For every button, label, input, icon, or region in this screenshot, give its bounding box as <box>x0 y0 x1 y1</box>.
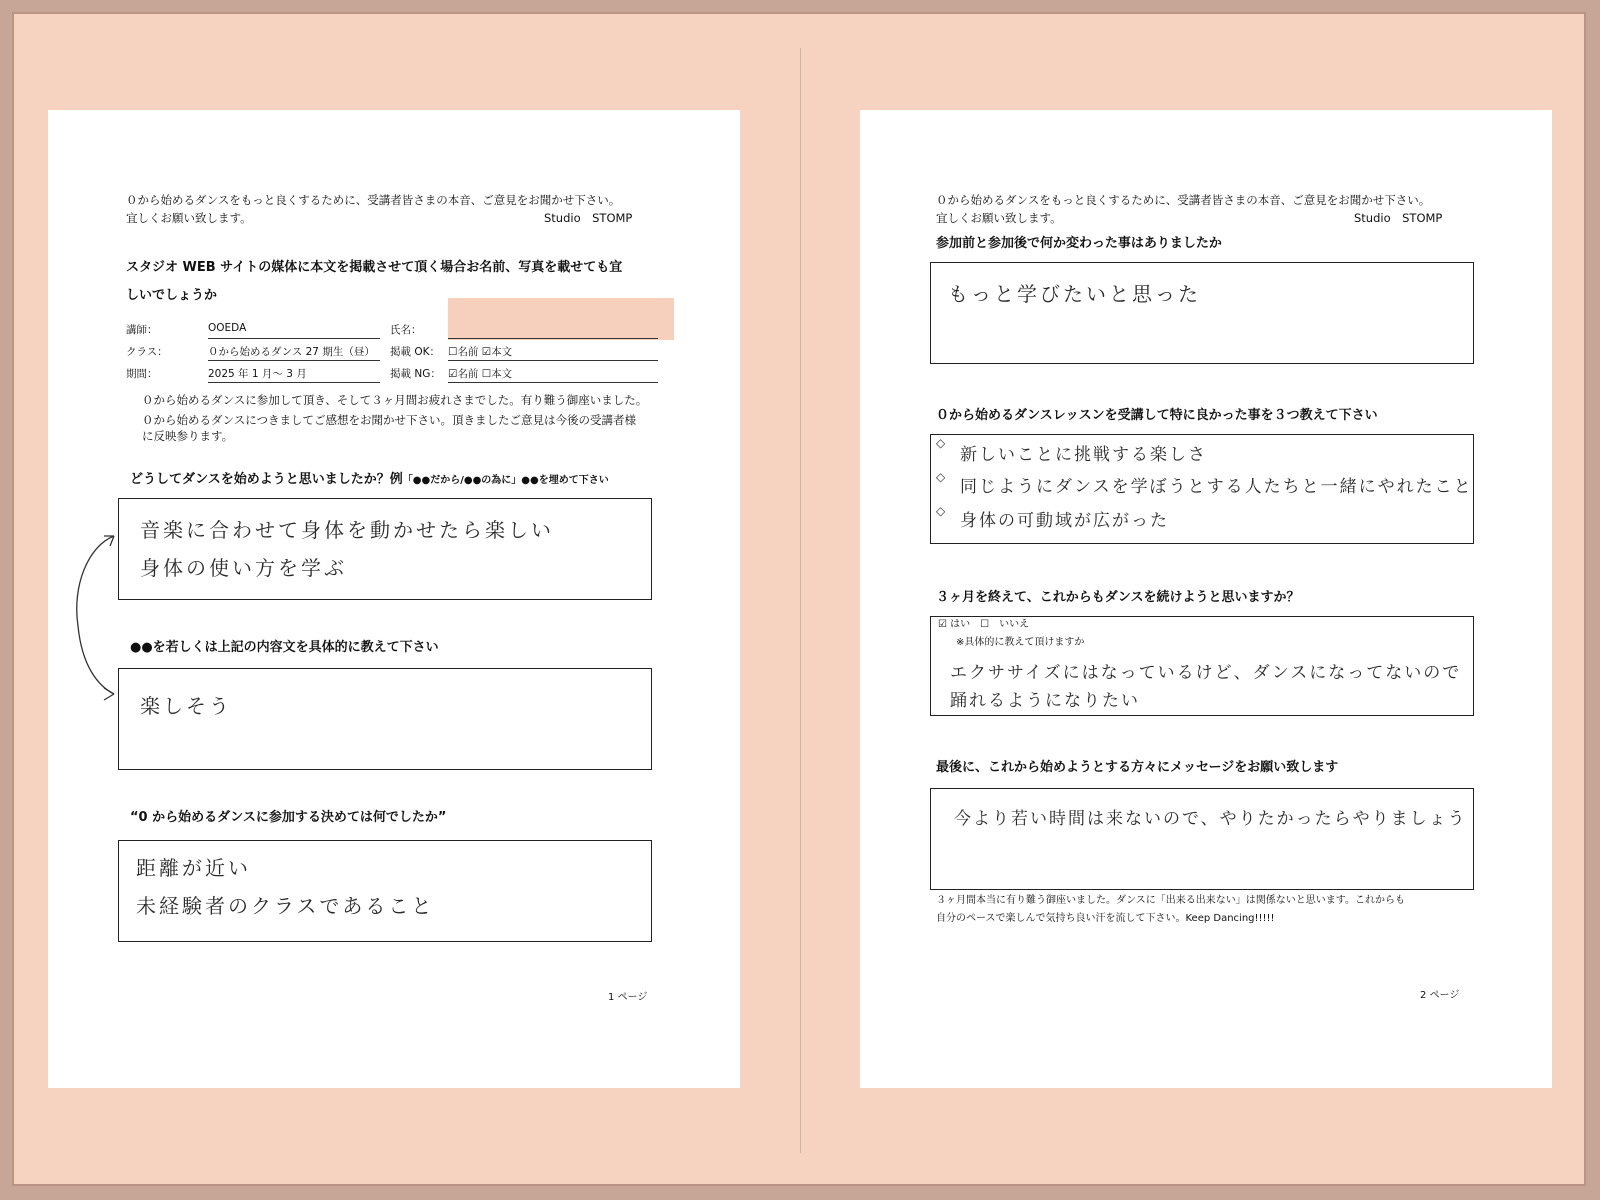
question-1-example: 「●●だから/●●の為に」●●を埋めて下さい <box>402 475 609 486</box>
name-value <box>448 322 658 339</box>
consent-question-line-1: スタジオ WEB サイトの媒体に本文を掲載させて頂く場合お名前、写真を載せても宜 <box>126 260 623 275</box>
thanks-line-1: ０から始めるダンスに参加して頂き、そして３ヶ月間お疲れさまでした。有り難う御座いました。 <box>142 393 648 407</box>
publish-ng-label: 掲載 NG： <box>390 368 441 380</box>
good-point-2: 同じようにダンスを学ぼうとする人たちと一緒にやれたこと <box>960 477 1473 497</box>
class-value: ０から始めるダンス 27 期生（昼） <box>208 344 380 361</box>
studio-name: Studio STOMP <box>1354 211 1443 225</box>
period-label: 期間： <box>126 368 158 380</box>
publish-ng-value: ☑名前 ☐本文 <box>448 366 658 383</box>
diamond-bullet-icon: ◇ <box>936 470 946 484</box>
survey-page-2 <box>860 110 1552 1088</box>
question-4: 最後に、これから始めようとする方々にメッセージをお願い致します <box>936 760 1339 775</box>
thanks-line-2: ０から始めるダンスにつきましてご感想をお聞かせ下さい。頂きましたご意見は今後の受講者様 <box>142 413 637 427</box>
answer-1: もっと学びたいと思った <box>948 282 1201 306</box>
name-label: 氏名： <box>390 324 422 336</box>
page-number: 1 ページ <box>608 992 648 1003</box>
instructor-label: 講師： <box>126 324 158 336</box>
question-3: “0 から始めるダンスに参加する決めては何でしたか” <box>130 810 447 825</box>
continue-note: ※具体的に教えて頂けますか <box>956 637 1085 648</box>
intro-line-1: ０から始めるダンスをもっと良くするために、受講者皆さまの本音、ご意見をお聞かせ下さい。 <box>936 193 1431 207</box>
question-3: ３ヶ月を終えて、これからもダンスを続けようと思いますか？ <box>936 590 1300 605</box>
diamond-bullet-icon: ◇ <box>936 504 946 518</box>
answer-2: 楽しそう <box>140 694 232 718</box>
period-value: 2025 年 1 月～ 3 月 <box>208 366 380 383</box>
good-point-1: 新しいことに挑戦する楽しさ <box>960 445 1207 465</box>
intro-line-2: 宜しくお願い致します。 <box>936 211 1062 225</box>
page-divider <box>800 48 801 1153</box>
thanks-line-3: に反映参ります。 <box>142 429 234 443</box>
closing-line-1: ３ヶ月間本当に有り難う御座いました。ダンスに「出来る出来ない」は関係ないと思います。これからも <box>936 895 1405 906</box>
answer-3-line-2: 未経験者のクラスであること <box>136 894 435 918</box>
question-2: ０から始めるダンスレッスンを受講して特に良かった事を３つ教えて下さい <box>936 408 1378 423</box>
answer-3-line-1: 距離が近い <box>136 856 251 880</box>
question-2: ●●を若しくは上記の内容文を具体的に教えて下さい <box>130 640 439 655</box>
answer-1-line-2: 身体の使い方を学ぶ <box>140 556 347 580</box>
class-label: クラス： <box>126 346 168 358</box>
consent-question-line-2: しいでしょうか <box>126 288 218 303</box>
hand-drawn-arrow-icon <box>68 526 120 708</box>
continue-options: ☑ はい ☐ いいえ <box>938 619 1030 630</box>
answer-box-2 <box>118 668 652 770</box>
question-1 <box>130 468 609 488</box>
answer-1-line-1: 音楽に合わせて身体を動かせたら楽しい <box>140 518 554 542</box>
page-number: 2 ページ <box>1420 990 1460 1001</box>
question-1-text: どうしてダンスを始めようと思いましたか？例 <box>130 472 403 487</box>
answer-3-line-2: 踊れるようになりたい <box>950 691 1140 711</box>
survey-page-1 <box>48 110 740 1088</box>
intro-line-2: 宜しくお願い致します。 <box>126 211 252 225</box>
instructor-value: OOEDA <box>208 322 380 339</box>
publish-ok-label: 掲載 OK： <box>390 346 440 358</box>
diamond-bullet-icon: ◇ <box>936 436 946 450</box>
studio-name: Studio STOMP <box>544 211 633 225</box>
question-1: 参加前と参加後で何か変わった事はありましたか <box>936 236 1222 251</box>
publish-ok-value: ☐名前 ☑本文 <box>448 344 658 361</box>
good-point-3: 身体の可動域が広がった <box>960 511 1169 531</box>
answer-3-line-1: エクササイズにはなっているけど、ダンスになってないので <box>950 663 1462 683</box>
closing-line-2: 自分のペースで楽しんで気持ち良い汗を流して下さい。Keep Dancing!!!!! <box>936 913 1275 924</box>
answer-4: 今より若い時間は来ないので、やりたかったらやりましょう <box>954 809 1467 829</box>
intro-line-1: ０から始めるダンスをもっと良くするために、受講者皆さまの本音、ご意見をお聞かせ下さい。 <box>126 193 621 207</box>
